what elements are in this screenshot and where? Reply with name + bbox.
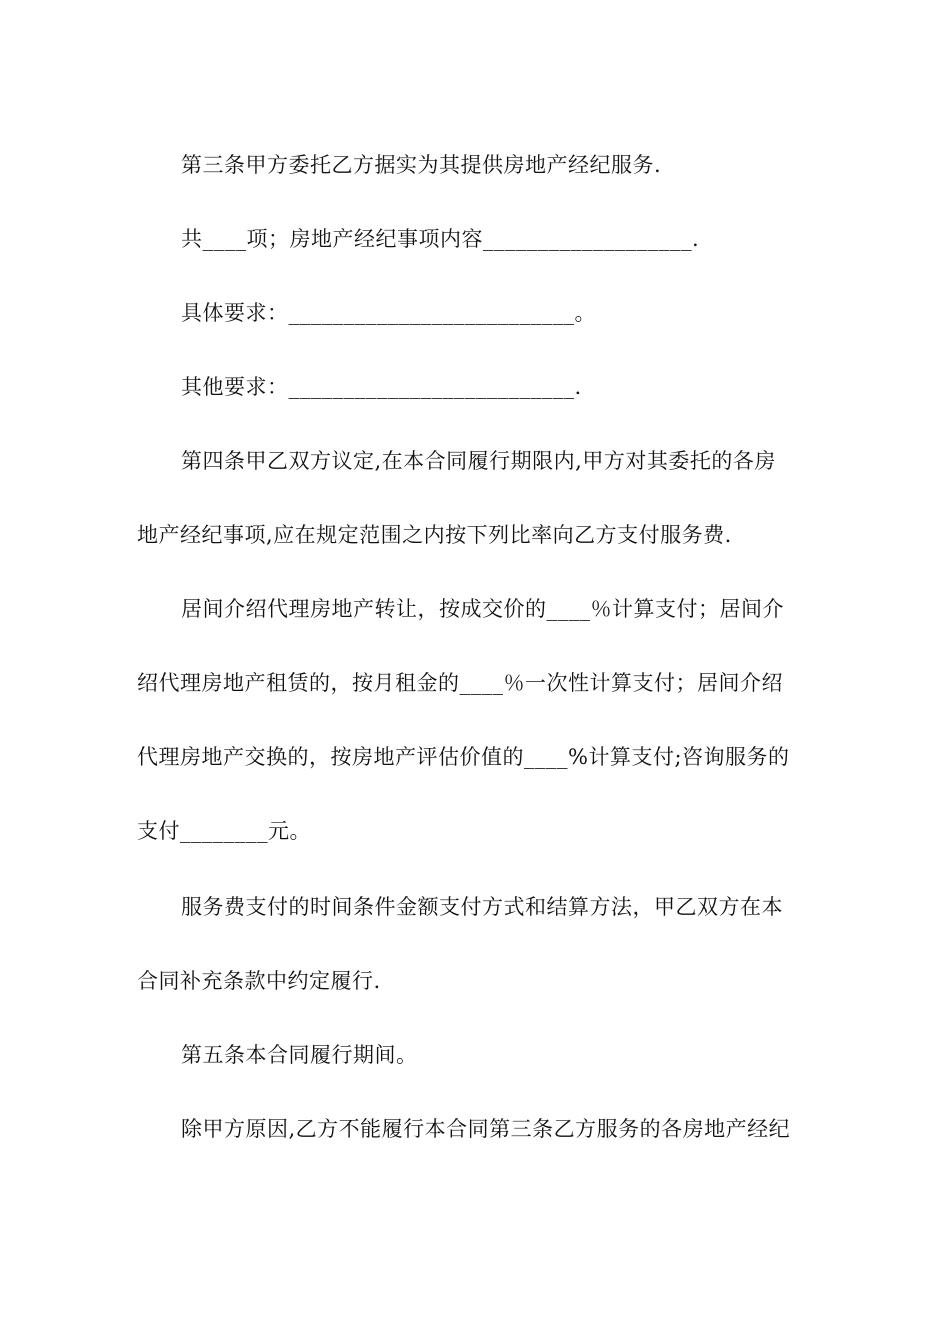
payment-terms-line-2: 合同补充条款中约定履行. — [137, 969, 381, 993]
article-5-heading: 第五条本合同履行期间。 — [181, 1043, 418, 1067]
article-4-line-2: 地产经纪事项,应在规定范围之内按下列比率向乙方支付服务费. — [137, 523, 732, 547]
item-count-line: 共____项；房地产经纪事项内容___________________. — [181, 227, 700, 251]
fee-rates-line-1: 居间介绍代理房地产转让，按成交价的____％计算支付；居间介 — [181, 597, 784, 621]
fee-rates-line-3: 代理房地产交换的，按房地产评估价值的____%计算支付;咨询服务的 — [137, 745, 790, 769]
article-5-line-1: 除甲方原因,乙方不能履行本合同第三条乙方服务的各房地产经纪 — [181, 1117, 791, 1141]
article-3-heading: 第三条甲方委托乙方据实为其提供房地产经纪服务. — [181, 153, 662, 177]
fee-rates-line-4: 支付________元。 — [137, 819, 311, 843]
other-requirements-line: 其他要求：__________________________. — [181, 375, 582, 399]
specific-requirements-line: 具体要求：__________________________。 — [181, 301, 596, 325]
article-4-line-1: 第四条甲乙双方议定,在本合同履行期限内,甲方对其委托的各房 — [181, 449, 776, 473]
payment-terms-line-1: 服务费支付的时间条件金额支付方式和结算方法，甲乙双方在本 — [181, 895, 783, 919]
fee-rates-line-2: 绍代理房地产租赁的，按月租金的____％一次性计算支付；居间介绍 — [137, 671, 783, 695]
